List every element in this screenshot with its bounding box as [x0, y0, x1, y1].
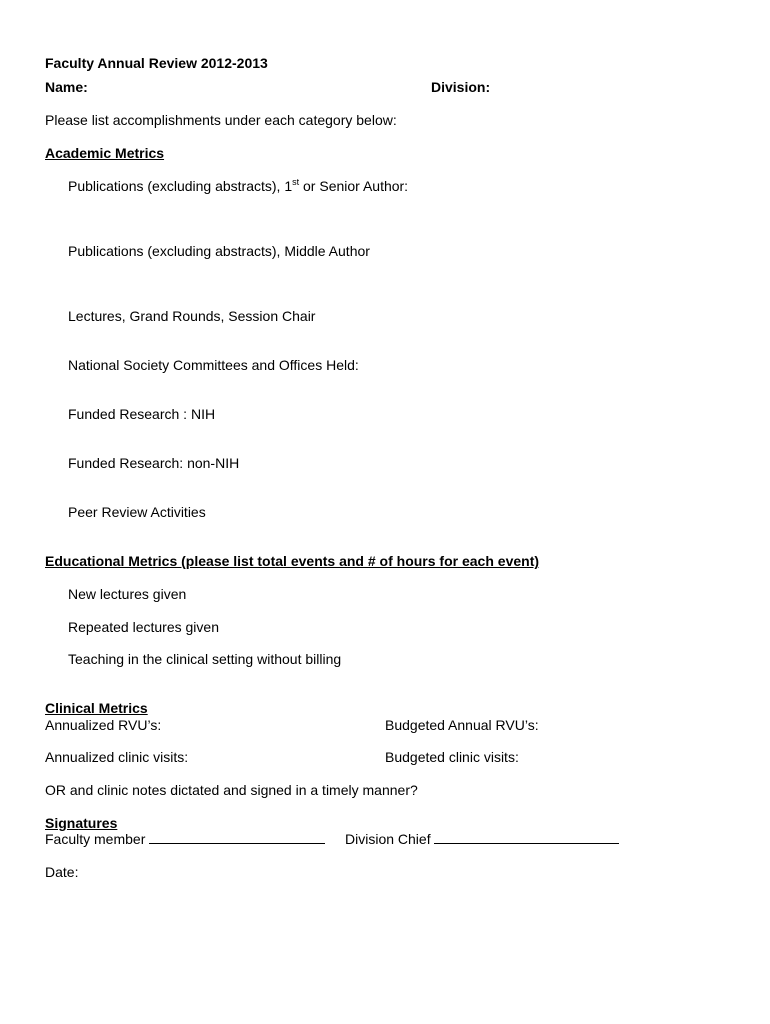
annualized-rvus-label: Annualized RVU’s:: [45, 717, 162, 733]
publications-first-suffix: or Senior Author:: [299, 178, 409, 194]
publications-first-author-label: [68, 178, 408, 194]
repeated-lectures-label: Repeated lectures given: [68, 619, 219, 635]
publications-middle-author-label: Publications (excluding abstracts), Middle Author: [68, 243, 370, 259]
date-label: Date:: [45, 864, 79, 880]
committees-label: National Society Committees and Offices Held:: [68, 357, 359, 373]
name-label: Name:: [45, 79, 88, 95]
funded-research-non-nih-label: Funded Research: non-NIH: [68, 455, 240, 471]
faculty-member-label: Faculty member: [45, 831, 146, 847]
academic-metrics-heading: Academic Metrics: [45, 145, 165, 161]
educational-metrics-heading: Educational Metrics (please list total events and # of hours for each event): [45, 553, 540, 569]
ordinal-superscript: st: [292, 177, 300, 187]
division-chief-signature-line[interactable]: [434, 831, 619, 844]
funded-research-nih-label: Funded Research : NIH: [68, 406, 216, 422]
publications-first-prefix: Publications (excluding abstracts), 1: [68, 178, 293, 194]
division-chief-label: Division Chief: [345, 831, 431, 847]
annualized-visits-label: Annualized clinic visits:: [45, 749, 189, 765]
instructions-text: Please list accomplishments under each category below:: [45, 112, 397, 128]
signatures-heading: Signatures: [45, 815, 118, 831]
peer-review-label: Peer Review Activities: [68, 504, 206, 520]
new-lectures-label: New lectures given: [68, 586, 187, 602]
budgeted-visits-label: Budgeted clinic visits:: [385, 749, 519, 765]
budgeted-rvus-label: Budgeted Annual RVU’s:: [385, 717, 539, 733]
lectures-label: Lectures, Grand Rounds, Session Chair: [68, 308, 316, 324]
notes-timely-question: OR and clinic notes dictated and signed in a timely manner?: [45, 782, 418, 798]
division-label: Division:: [431, 79, 491, 95]
clinical-metrics-heading: Clinical Metrics: [45, 700, 148, 716]
division-chief-signature-row: [345, 831, 619, 847]
teaching-clinical-label: Teaching in the clinical setting without billing: [68, 651, 342, 667]
faculty-member-signature-row: [45, 831, 325, 847]
faculty-member-signature-line[interactable]: [149, 831, 325, 844]
document-title: Faculty Annual Review 2012-2013: [45, 55, 268, 71]
